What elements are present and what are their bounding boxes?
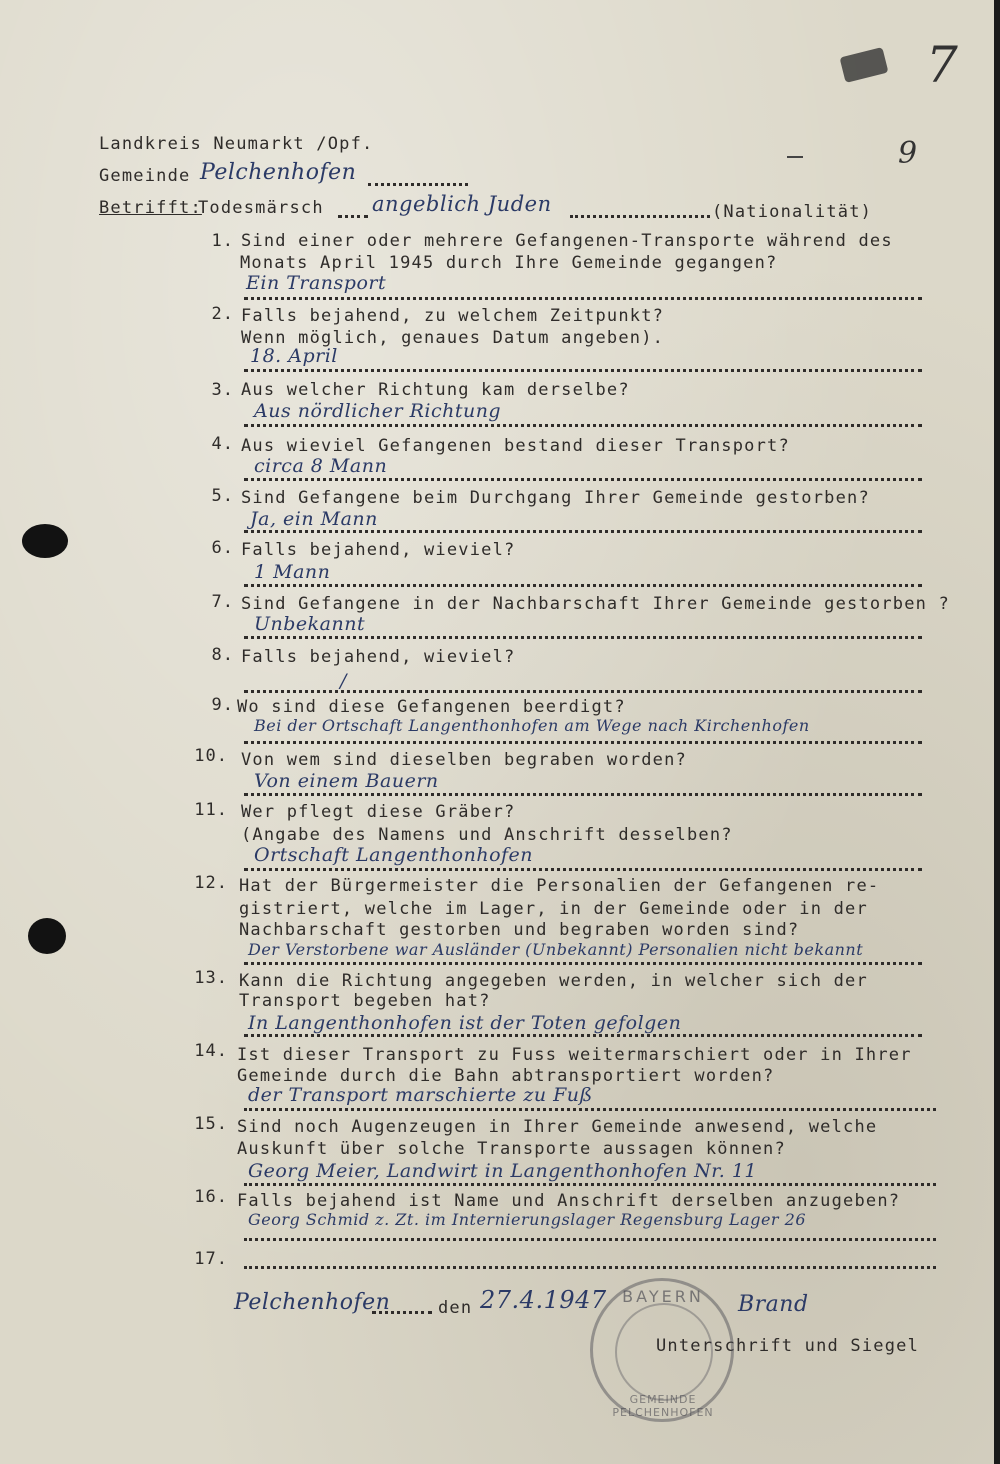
betrifft-label: Betrifft: (99, 198, 202, 218)
answer-4-dots (244, 478, 922, 481)
question-15-line-2: Auskunft über solche Transporte aussagen können? (237, 1139, 786, 1159)
answer-5: Ja, ein Mann (250, 508, 378, 530)
answer-6: 1 Mann (254, 561, 331, 583)
question-3-number: 3. (211, 380, 234, 400)
question-12-line-1: Hat der Bürgermeister die Personalien der Gefangenen re- (239, 876, 880, 896)
question-14-number: 14. (194, 1041, 228, 1061)
question-7-number: 7. (211, 592, 234, 612)
seal-bottom-text: GEMEINDE PELCHENHOFEN (612, 1393, 714, 1419)
question-14-line-1: Ist dieser Transport zu Fuss weitermarschiert oder in Ihrer (237, 1045, 912, 1065)
footer-den-label: den (438, 1298, 473, 1318)
question-16-number: 16. (194, 1187, 228, 1207)
page-number-top: 7 (926, 36, 958, 94)
question-14-line-2: Gemeinde durch die Bahn abtransportiert worden? (237, 1066, 775, 1086)
question-5-line-1: Sind Gefangene beim Durchgang Ihrer Gemeinde gestorben? (241, 488, 870, 508)
question-13-line-2: Transport begeben hat? (239, 991, 491, 1011)
answer-10: Von einem Bauern (254, 770, 439, 792)
crossed-out-number (840, 47, 889, 83)
question-4-line-1: Aus wieviel Gefangenen bestand dieser Transport? (241, 436, 790, 456)
question-6-number: 6. (211, 538, 234, 558)
answer-3-dots (244, 424, 922, 427)
answer-15: Georg Meier, Landwirt in Langenthonhofen Nr. 11 (248, 1160, 758, 1182)
answer-11: Ortschaft Langenthonhofen (254, 844, 534, 866)
question-5-number: 5. (211, 486, 234, 506)
answer-9: Bei der Ortschaft Langenthonhofen am Wege nach Kirchenhofen (254, 716, 810, 735)
footer-signature: Brand (738, 1292, 809, 1317)
gemeinde-value: Pelchenhofen (200, 160, 357, 185)
question-15-line-1: Sind noch Augenzeugen in Ihrer Gemeinde anwesend, welche (237, 1117, 878, 1137)
betrifft-dots-2 (570, 215, 710, 218)
answer-6-dots (244, 584, 922, 587)
gemeinde-label: Gemeinde (99, 166, 191, 186)
question-1-line-2: Monats April 1945 durch Ihre Gemeinde gegangen? (240, 253, 778, 273)
answer-1-dots (244, 297, 922, 300)
answer-16-dots (244, 1238, 936, 1241)
answer-15-dots (244, 1183, 936, 1186)
question-11-number: 11. (194, 800, 228, 820)
question-11-line-2: (Angabe des Namens und Anschrift desselben? (241, 825, 733, 845)
betrifft-dots-1 (338, 215, 368, 218)
answer-13-dots (244, 1034, 922, 1037)
answer-7: Unbekannt (254, 613, 366, 635)
question-3-line-1: Aus welcher Richtung kam derselbe? (241, 380, 630, 400)
answer-8-dots (244, 690, 922, 693)
question-9-line-1: Wo sind diese Gefangenen beerdigt? (237, 697, 626, 717)
question-6-line-1: Falls bejahend, wieviel? (241, 540, 516, 560)
nationalitaet-label: (Nationalität) (712, 202, 873, 222)
question-8-number: 8. (211, 645, 234, 665)
page-number-secondary: 9 (898, 136, 918, 171)
seal-top-text: BAYERN (622, 1287, 704, 1306)
question-12-line-2: gistriert, welche im Lager, in der Gemeinde oder in der (239, 899, 868, 919)
answer-14-dots (244, 1108, 936, 1111)
seal-inner-ring (615, 1303, 713, 1401)
answer-16: Georg Schmid z. Zt. im Internierungslager Regensburg Lager 26 (248, 1210, 807, 1229)
answer-2: 18. April (250, 345, 338, 367)
landkreis-line: Landkreis Neumarkt /Opf. (99, 134, 374, 154)
question-10-line-1: Von wem sind dieselben begraben worden? (241, 750, 687, 770)
question-11-line-1: Wer pflegt diese Gräber? (241, 802, 516, 822)
answer-2-dots (244, 369, 922, 372)
footer-date: 27.4.1947 (480, 1286, 607, 1314)
footer-place: Pelchenhofen (234, 1290, 391, 1315)
question-1-number: 1. (211, 231, 234, 251)
scan-edge (994, 0, 1000, 1464)
answer-4: circa 8 Mann (254, 455, 388, 477)
question-12-number: 12. (194, 873, 228, 893)
question-2-number: 2. (211, 304, 234, 324)
answer-12-dots (244, 962, 922, 965)
footer-place-dots (372, 1311, 432, 1314)
betrifft-value: angeblich Juden (372, 192, 552, 216)
gemeinde-dots (368, 183, 468, 186)
answer-5-dots (244, 530, 922, 533)
dash-mark (787, 156, 803, 158)
question-13-line-1: Kann die Richtung angegeben werden, in welcher sich der (239, 971, 868, 991)
question-13-number: 13. (194, 968, 228, 988)
signature-label: Unterschrift und Siegel (656, 1336, 920, 1356)
question-1-line-1: Sind einer oder mehrere Gefangenen-Transporte während des (241, 231, 893, 251)
answer-11-dots (244, 868, 922, 871)
answer-7-dots (244, 636, 922, 639)
question-4-number: 4. (211, 434, 234, 454)
answer-9-dots (244, 741, 922, 744)
answer-12: Der Verstorbene war Ausländer (Unbekannt) Personalien nicht bekannt (248, 940, 864, 959)
answer-17-dots (244, 1266, 936, 1269)
question-2-line-2: Wenn möglich, genaues Datum angeben). (241, 328, 665, 348)
question-15-number: 15. (194, 1114, 228, 1134)
answer-13: In Langenthonhofen ist der Toten gefolgen (248, 1012, 682, 1034)
answer-8: / (340, 670, 347, 692)
answer-3: Aus nördlicher Richtung (254, 400, 502, 422)
question-7-line-1: Sind Gefangene in der Nachbarschaft Ihrer Gemeinde gestorben ? (241, 594, 950, 614)
question-16-line-1: Falls bejahend ist Name und Anschrift derselben anzugeben? (237, 1191, 901, 1211)
punch-hole-bottom (28, 918, 66, 954)
answer-14: der Transport marschierte zu Fuß (248, 1084, 593, 1106)
answer-1: Ein Transport (246, 272, 387, 294)
question-2-line-1: Falls bejahend, zu welchem Zeitpunkt? (241, 306, 665, 326)
municipal-seal (590, 1278, 734, 1422)
question-9-number: 9. (211, 695, 234, 715)
question-8-line-1: Falls bejahend, wieviel? (241, 647, 516, 667)
betrifft-text: Todesmärsch (198, 198, 324, 218)
punch-hole-top (22, 524, 68, 558)
question-17-number: 17. (194, 1249, 228, 1269)
question-12-line-3: Nachbarschaft gestorben und begraben worden sind? (239, 920, 800, 940)
question-10-number: 10. (194, 746, 228, 766)
answer-10-dots (244, 793, 922, 796)
